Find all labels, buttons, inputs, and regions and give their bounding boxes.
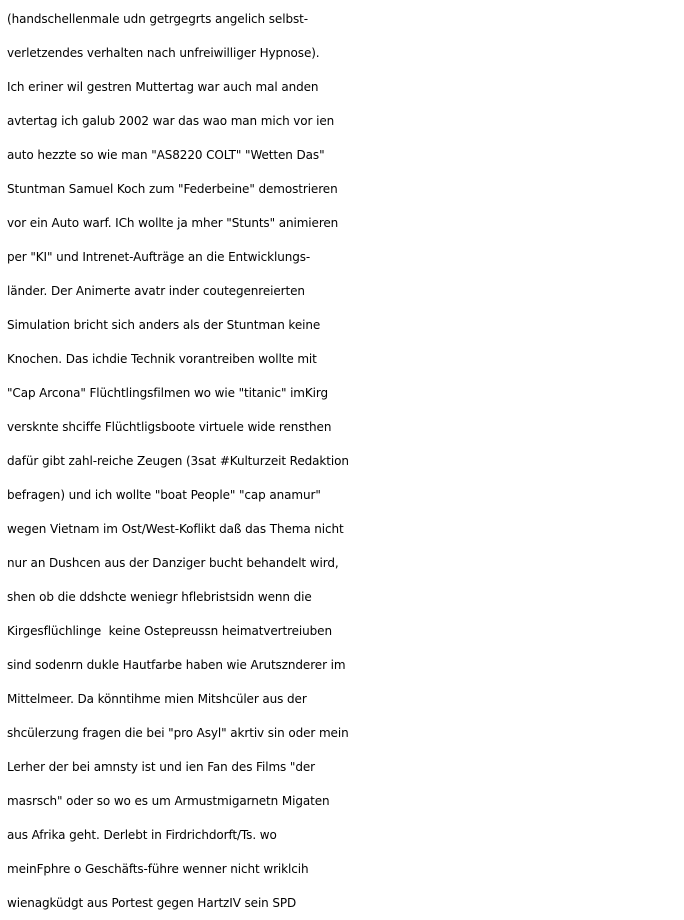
text-line: vor ein Auto warf. ICh wollte ja mher "Stunts" animieren	[7, 216, 339, 230]
text-line: auto hezzte so wie man "AS8220 COLT" "Wetten Das"	[7, 148, 325, 162]
text-line: masrsch" oder so wo es um Armustmigarnetn Migaten	[7, 794, 330, 808]
text-line: nur an Dushcen aus der Danziger bucht behandelt wird,	[7, 556, 339, 570]
text-line: meinFphre o Geschäfts-führe wenner nicht wriklcih	[7, 862, 309, 876]
text-line: länder. Der Animerte avatr inder coutegenreierten	[7, 284, 305, 298]
text-line: befragen) und ich wollte "boat People" "cap anamur"	[7, 488, 321, 502]
text-line: dafür gibt zahl-reiche Zeugen (3sat #Kulturzeit Redaktion	[7, 454, 349, 468]
text-line: wegen Vietnam im Ost/West-Koflikt daß das Thema nicht	[7, 522, 344, 536]
text-line: Simulation bricht sich anders als der Stuntman keine	[7, 318, 321, 332]
text-line: shen ob die ddshcte weniegr hflebristsidn wenn die	[7, 590, 312, 604]
text-line: versknte shciffe Flüchtligsboote virtuele wide rensthen	[7, 420, 332, 434]
text-line: shcülerzung fragen die bei "pro Asyl" akrtiv sin oder mein	[7, 726, 349, 740]
text-line: avtertag ich galub 2002 war das wao man mich vor ien	[7, 114, 335, 128]
text-line: aus Afrika geht. Derlebt in Firdrichdorft/Ts. wo	[7, 828, 277, 842]
document-text	[7, 2, 684, 920]
text-line: Stuntman Samuel Koch zum "Federbeine" demostrieren	[7, 182, 338, 196]
text-line: Mittelmeer. Da könntihme mien Mitshcüler aus der	[7, 692, 307, 706]
text-line: Kirgesflüchlinge keine Ostepreussn heimatvertreiuben	[7, 624, 332, 638]
text-line: verletzendes verhalten nach unfreiwilliger Hypnose).	[7, 46, 320, 60]
text-line: Lerher der bei amnsty ist und ien Fan des Films "der	[7, 760, 315, 774]
text-line: sind sodenrn dukle Hautfarbe haben wie Arutsznderer im	[7, 658, 346, 672]
text-line: Knochen. Das ichdie Technik vorantreiben wollte mit	[7, 352, 317, 366]
text-line: per "KI" und Intrenet-Aufträge an die Entwicklungs-	[7, 250, 311, 264]
text-line: Ich eriner wil gestren Muttertag war auch mal anden	[7, 80, 319, 94]
text-line: wienagküdgt aus Portest gegen HartzIV sein SPD	[7, 896, 297, 910]
text-line: "Cap Arcona" Flüchtlingsfilmen wo wie "titanic" imKirg	[7, 386, 329, 400]
text-line: (handschellenmale udn getrgegrts angelich selbst-	[7, 12, 308, 26]
